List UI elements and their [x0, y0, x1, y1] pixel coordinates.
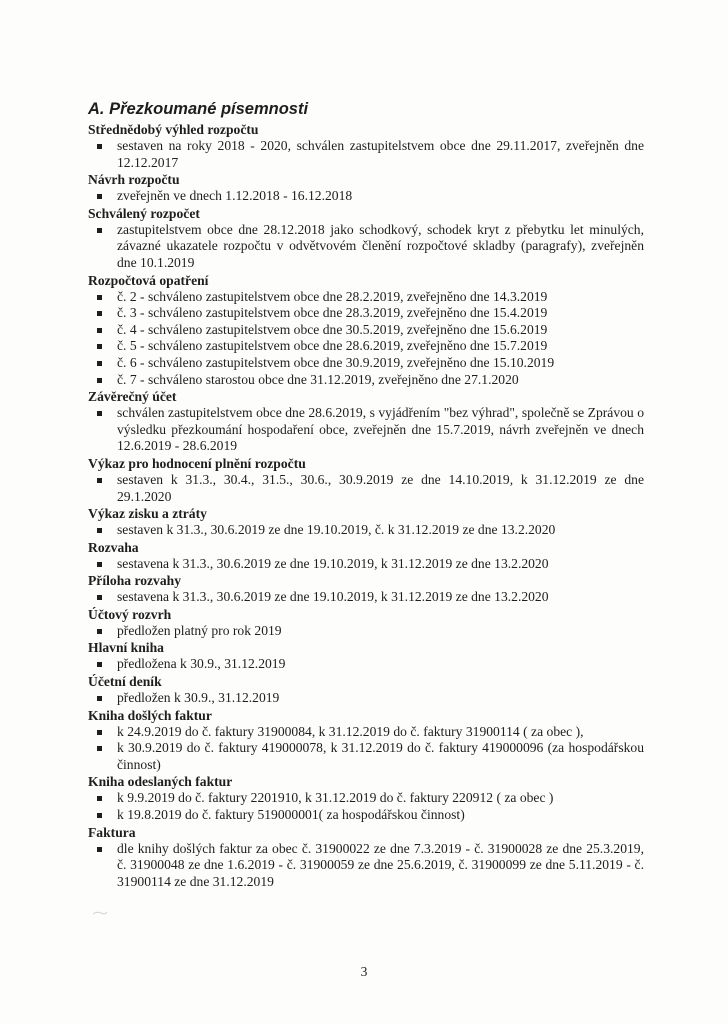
square-bullet-icon: [97, 562, 102, 567]
list-item: [88, 222, 644, 272]
bullet-list: [88, 724, 644, 774]
section-heading: Závěrečný účet: [88, 389, 177, 405]
list-item-text: sestaven na roky 2018 - 2020, schválen zastupitelstvem obce dne 29.11.2017, zveřejněn dne 12.12.2017: [117, 138, 644, 170]
list-item: [88, 589, 644, 606]
bullet-list: [88, 589, 644, 606]
section-heading: Výkaz pro hodnocení plnění rozpočtu: [88, 455, 306, 471]
list-item-text: sestaven k 31.3., 30.4., 31.5., 30.6., 30.9.2019 ze dne 14.10.2019, k 31.12.2019 ze dne 29.1.2020: [117, 471, 644, 504]
list-item-text: k 9.9.2019 do č. faktury 2201910, k 31.12.2019 do č. faktury 220912 ( za obec ): [117, 790, 554, 806]
square-bullet-icon: [97, 328, 102, 333]
section-heading: Rozvaha: [88, 539, 139, 555]
list-item: [88, 405, 644, 455]
list-item: [88, 790, 644, 807]
list-item-text: k 19.8.2019 do č. faktury 519000001( za hospodářskou činnost): [117, 807, 465, 823]
list-item-text: dle knihy došlých faktur za obec č. 31900022 ze dne 7.3.2019 - č. 31900028 ze dne 25.3.2019, č. 31900048 ze dne 1.6.2019 - č. 31900059 ze dne 25.6.2019, č. 31900099 ze dne 5.11.2019 - č. 31900114 ze dne 31.12.2019: [117, 840, 644, 889]
bullet-list: [88, 138, 644, 171]
bullet-list: [88, 188, 644, 205]
section-list: [88, 121, 644, 890]
square-bullet-icon: [97, 344, 102, 349]
section-heading: Faktura: [88, 824, 136, 840]
square-bullet-icon: [97, 662, 102, 667]
bullet-list: [88, 656, 644, 673]
list-item: [88, 623, 644, 640]
list-item-text: č. 5 - schváleno zastupitelstvem obce dne 28.6.2019, zveřejněno dne 15.7.2019: [117, 338, 548, 354]
section-heading: Účtový rozvrh: [88, 606, 172, 622]
list-item-text: č. 2 - schváleno zastupitelstvem obce dne 28.2.2019, zveřejněno dne 14.3.2019: [117, 288, 548, 304]
page-title: A. Přezkoumané písemnosti: [88, 100, 309, 118]
square-bullet-icon: [97, 194, 102, 199]
list-item: [88, 522, 644, 539]
bullet-list: [88, 289, 644, 389]
list-item-text: sestavena k 31.3., 30.6.2019 ze dne 19.10.2019, k 31.12.2019 ze dne 13.2.2020: [117, 555, 549, 571]
square-bullet-icon: [97, 730, 102, 735]
list-item-text: č. 6 - schváleno zastupitelstvem obce dne 30.9.2019, zveřejněno dne 15.10.2019: [117, 354, 555, 370]
square-bullet-icon: [97, 411, 102, 416]
document-content: [88, 98, 644, 890]
list-item-text: sestaven k 31.3., 30.6.2019 ze dne 19.10.2019, č. k 31.12.2019 ze dne 13.2.2020: [117, 522, 556, 538]
square-bullet-icon: [97, 746, 102, 751]
section-heading: Účetní deník: [88, 674, 162, 690]
section-heading: Rozpočtová opatření: [88, 272, 209, 288]
square-bullet-icon: [97, 696, 102, 701]
list-item: [88, 372, 644, 389]
bullet-list: [88, 790, 644, 823]
list-item-text: předložen platný pro rok 2019: [117, 622, 282, 638]
section-heading: Střednědobý výhled rozpočtu: [88, 122, 259, 137]
section-heading: Kniha odeslaných faktur: [88, 774, 233, 790]
list-item: [88, 138, 644, 171]
list-item-text: schválen zastupitelstvem obce dne 28.6.2019, s vyjádřením "bez výhrad", společně se Zprávou o výsledku přezkoumání hospodaření obce, zveřejněn dne 15.7.2019, návrh zveřejněn ve dnech 12.6.2019 - 28.6.2019: [117, 405, 644, 454]
square-bullet-icon: [97, 528, 102, 533]
bullet-list: [88, 405, 644, 455]
list-item: [88, 724, 644, 741]
list-item-text: č. 4 - schváleno zastupitelstvem obce dne 30.5.2019, zveřejněno dne 15.6.2019: [117, 321, 548, 337]
square-bullet-icon: [97, 796, 102, 801]
section-heading: Hlavní kniha: [88, 640, 164, 656]
list-item-text: č. 3 - schváleno zastupitelstvem obce dne 28.3.2019, zveřejněno dne 15.4.2019: [117, 305, 548, 321]
section-heading: Výkaz zisku a ztráty: [88, 506, 207, 522]
square-bullet-icon: [97, 361, 102, 366]
square-bullet-icon: [97, 144, 102, 149]
bullet-list: [88, 472, 644, 505]
list-item: [88, 740, 644, 773]
list-item-text: sestavena k 31.3., 30.6.2019 ze dne 19.10.2019, k 31.12.2019 ze dne 13.2.2020: [117, 589, 549, 605]
list-item: [88, 656, 644, 673]
square-bullet-icon: [97, 295, 102, 300]
scan-smudge: [92, 910, 108, 916]
list-item-text: předložen k 30.9., 31.12.2019: [117, 690, 280, 706]
list-item: [88, 289, 644, 306]
bullet-list: [88, 222, 644, 272]
list-item-text: č. 7 - schváleno starostou obce dne 31.12.2019, zveřejněno dne 27.1.2020: [117, 371, 519, 387]
list-item: [88, 305, 644, 322]
list-item: [88, 841, 644, 891]
list-item-text: zastupitelstvem obce dne 28.12.2018 jako schodkový, schodek kryt z přebytku let minulých, závazné ukazatele rozpočtu v odvětvovém členění rozpočtové skladby (paragrafy), zveřejněn dne 10.1.2019: [117, 221, 644, 270]
section-heading: Návrh rozpočtu: [88, 172, 180, 188]
square-bullet-icon: [97, 847, 102, 852]
list-item: [88, 690, 644, 707]
list-item: [88, 338, 644, 355]
list-item: [88, 472, 644, 505]
square-bullet-icon: [97, 478, 102, 483]
square-bullet-icon: [97, 311, 102, 316]
bullet-list: [88, 623, 644, 640]
bullet-list: [88, 556, 644, 573]
square-bullet-icon: [97, 228, 102, 233]
square-bullet-icon: [97, 813, 102, 818]
bullet-list: [88, 522, 644, 539]
list-item-text: k 24.9.2019 do č. faktury 31900084, k 31.12.2019 do č. faktury 31900114 ( za obec ),: [117, 723, 584, 739]
list-item: [88, 355, 644, 372]
square-bullet-icon: [97, 378, 102, 383]
list-item: [88, 188, 644, 205]
list-item: [88, 322, 644, 339]
page-number: 3: [360, 964, 368, 979]
section-heading: Kniha došlých faktur: [88, 707, 212, 723]
list-item-text: k 30.9.2019 do č. faktury 419000078, k 31.12.2019 do č. faktury 419000096 (za hospodářskou činnost): [117, 740, 644, 772]
list-item-text: zveřejněn ve dnech 1.12.2018 - 16.12.2018: [117, 188, 353, 204]
list-item: [88, 556, 644, 573]
bullet-list: [88, 690, 644, 707]
list-item: [88, 807, 644, 824]
section-heading: Příloha rozvahy: [88, 573, 182, 589]
section-heading: Schválený rozpočet: [88, 205, 200, 221]
bullet-list: [88, 841, 644, 891]
square-bullet-icon: [97, 629, 102, 634]
square-bullet-icon: [97, 595, 102, 600]
list-item-text: předložena k 30.9., 31.12.2019: [117, 656, 286, 672]
